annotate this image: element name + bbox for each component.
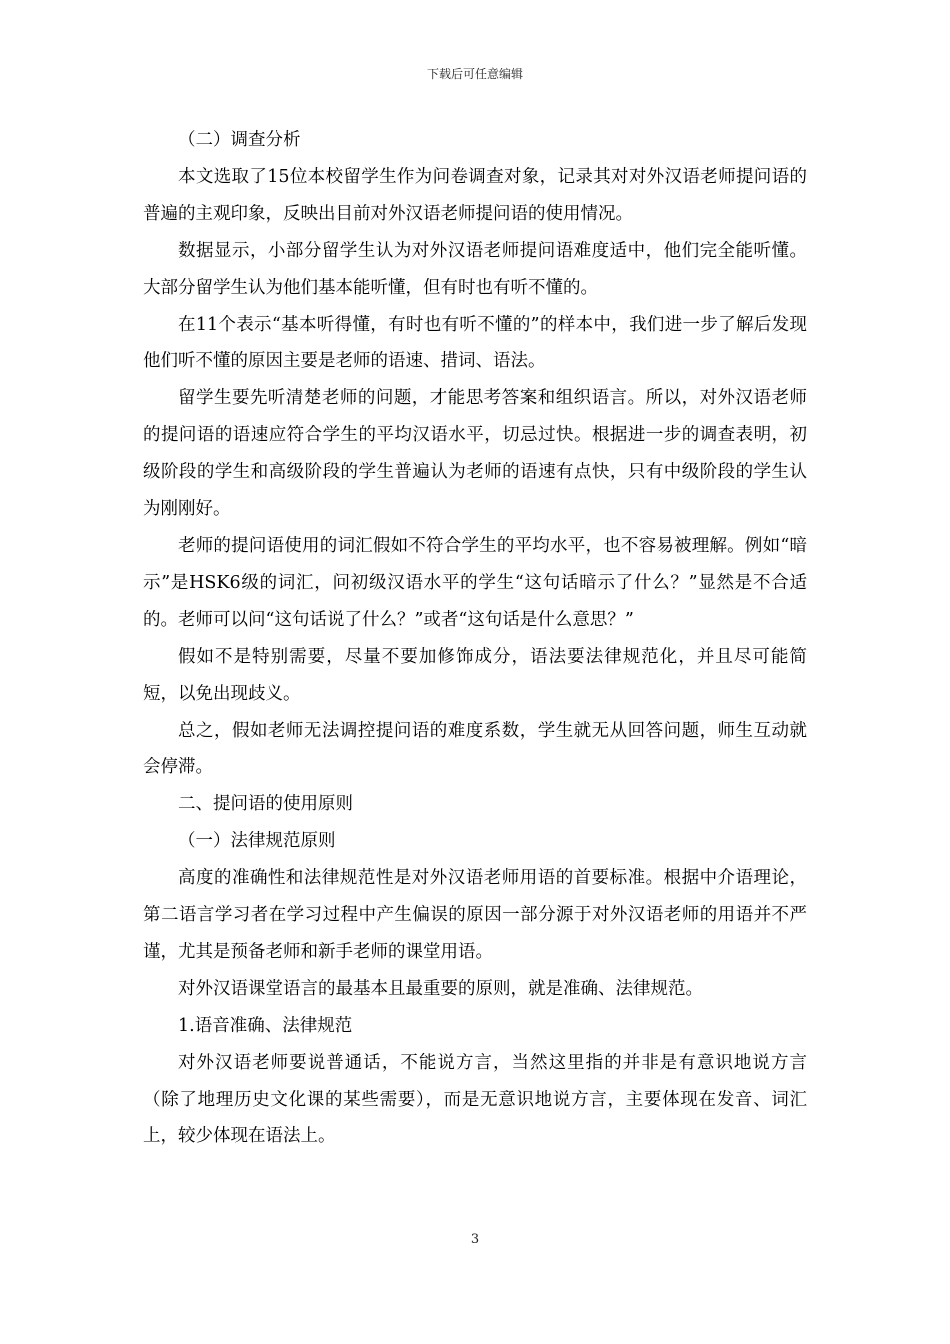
paragraph: 本文选取了15位本校留学生作为问卷调查对象，记录其对对外汉语老师提问语的普遍的主观印象，反映出目前对外汉语老师提问语的使用情况。 — [143, 166, 807, 224]
section-heading-survey-analysis: （二）调查分析 — [178, 130, 301, 150]
body-text — [143, 122, 807, 1155]
subsection-heading-pronunciation: 1.语音准确、法律规范 — [178, 1015, 353, 1036]
subsection-heading-legal-norms: （一）法律规范原则 — [178, 831, 336, 852]
paragraph: 老师的提问语使用的词汇假如不符合学生的平均水平，也不容易被理解。例如“暗示”是HSK6级的词汇，问初级汉语水平的学生“这句话暗示了什么？”显然是不合适的。老师可以问“这句话说了什么？”或者“这句话是什么意思？” — [143, 535, 807, 630]
paragraph: 数据显示，小部分留学生认为对外汉语老师提问语难度适中，他们完全能听懂。大部分留学生认为他们基本能听懂，但有时也有听不懂的。 — [143, 240, 807, 298]
paragraph: 总之，假如老师无法调控提问语的难度系数，学生就无从回答问题，师生互动就会停滞。 — [143, 720, 807, 778]
paragraph: 对外汉语课堂语言的最基本且最重要的原则，就是准确、法律规范。 — [178, 978, 703, 999]
paragraph: 假如不是特别需要，尽量不要加修饰成分，语法要法律规范化，并且尽可能简短，以免出现歧义。 — [143, 646, 807, 704]
paragraph: 留学生要先听清楚老师的问题，才能思考答案和组织语言。所以，对外汉语老师的提问语的语速应符合学生的平均汉语水平，切忌过快。根据进一步的调查表明，初级阶段的学生和高级阶段的学生普遍认为老师的语速有点快，只有中级阶段的学生认为刚刚好。 — [143, 388, 807, 520]
paragraph: 在11个表示“基本听得懂，有时也有听不懂的”的样本中，我们进一步了解后发现他们听不懂的原因主要是老师的语速、措词、语法。 — [143, 314, 807, 372]
section-heading-principles: 二、提问语的使用原则 — [178, 794, 353, 815]
page-number: 3 — [470, 1232, 480, 1247]
paragraph: 高度的准确性和法律规范性是对外汉语老师用语的首要标准。根据中介语理论，第二语言学习者在学习过程中产生偏误的原因一部分源于对外汉语老师的用语并不严谨，尤其是预备老师和新手老师的课堂用语。 — [143, 868, 807, 962]
page-header: 下载后可任意编辑 — [426, 67, 523, 81]
paragraph: 对外汉语老师要说普通话，不能说方言，当然这里指的并非是有意识地说方言（除了地理历史文化课的某些需要），而是无意识地说方言，主要体现在发音、词汇上，较少体现在语法上。 — [143, 1052, 807, 1147]
